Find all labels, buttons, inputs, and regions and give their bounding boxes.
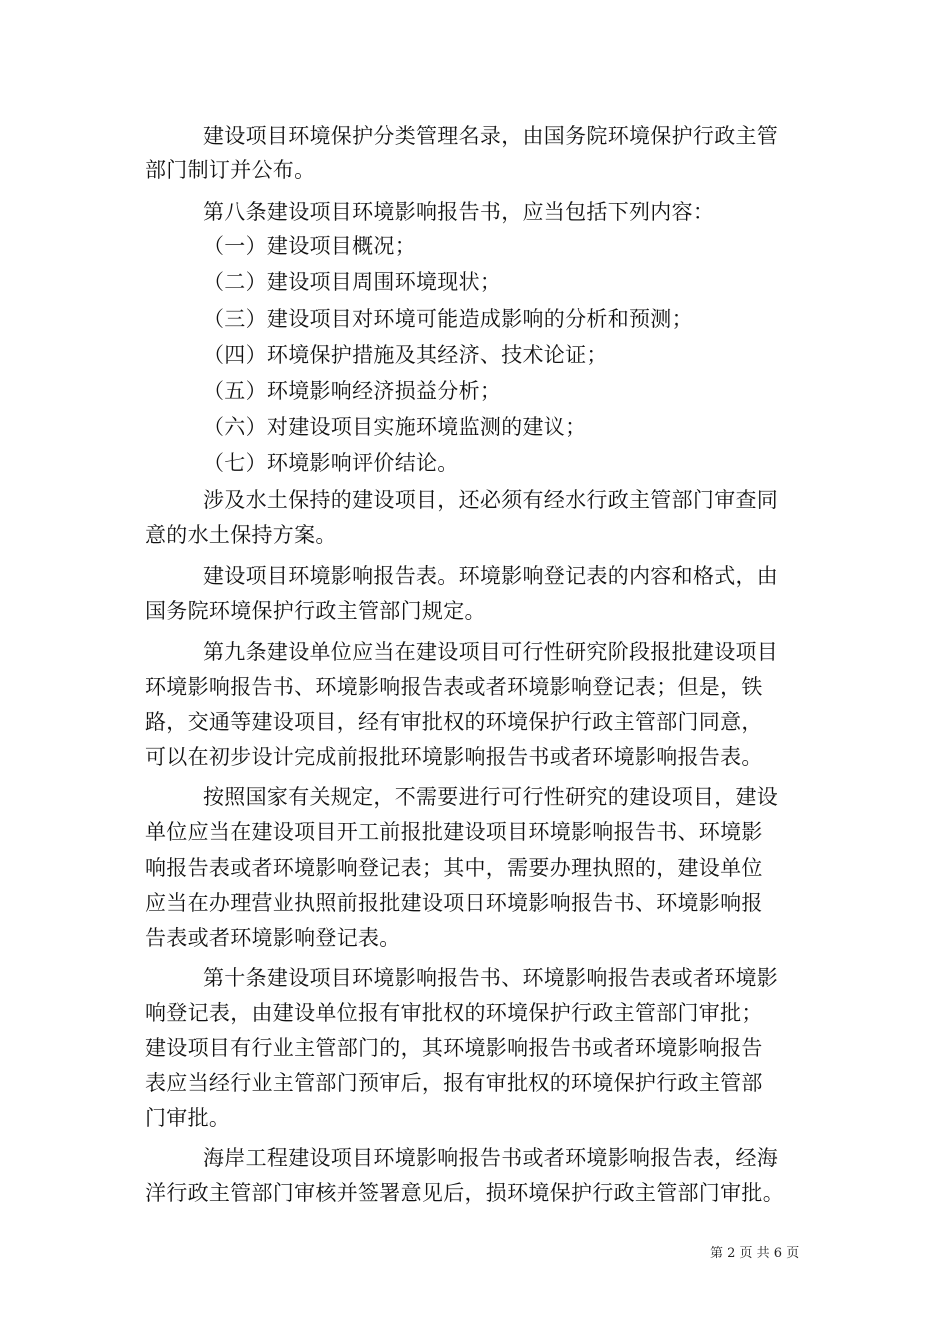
text-line: 单位应当在建设项目开工前报批建设项目环境影响报告书、环境影 — [145, 820, 763, 844]
text-line: 建设项目环境保护分类管理名录，由国务院环境保护行政主管 — [203, 124, 779, 148]
list-item: （二）建设项目周围环境现状； — [203, 270, 502, 294]
list-item: （七）环境影响评价结论。 — [203, 451, 459, 475]
text-line: 环境影响报告书、环境影响报告表或者环境影响登记表；但是，铁 — [145, 675, 763, 699]
text-line: 按照国家有关规定，不需要进行可行性研究的建设项目，建设 — [203, 785, 779, 809]
text-line: 第八条建设项目环境影响报告书，应当包括下列内容： — [203, 200, 715, 224]
text-line: 响报告表或者环境影响登记表；其中，需要办理执照的，建设单位 — [145, 856, 763, 880]
text-line: 意的水土保持方案。 — [145, 523, 337, 547]
text-line: 响登记表，由建设单位报有审批权的环境保护行政主管部门审批； — [145, 1001, 763, 1025]
page-number: 第 2 页 共 6 页 — [710, 1246, 800, 1261]
text-line: 表应当经行业主管部门预审后，报有审批权的环境保护行政主管部 — [145, 1071, 763, 1095]
text-line: 国务院环境保护行政主管部门规定。 — [145, 599, 486, 623]
list-item: （六）对建设项目实施环境监测的建议； — [203, 415, 587, 439]
text-line: 第十条建设项目环境影响报告书、环境影响报告表或者环境影 — [203, 966, 779, 990]
list-item: （三）建设项目对环境可能造成影响的分析和预测； — [203, 307, 693, 331]
text-line: 门审批。 — [145, 1106, 231, 1130]
text-line: 洋行政主管部门审核并签署意见后，损环境保护行政主管部门审批。 — [145, 1181, 784, 1205]
text-line: 告表或者环境影响登记表。 — [145, 926, 401, 950]
list-item: （五）环境影响经济损益分析； — [203, 379, 502, 403]
list-item: （四）环境保护措施及其经济、技术论证； — [203, 343, 608, 367]
text-line: 建设项目有行业主管部门的，其环境影响报告书或者环境影响报告 — [145, 1036, 763, 1060]
text-line: 路，交通等建设项目，经有审批权的环境保护行政主管部门同意， — [145, 710, 763, 734]
list-item: （一）建设项目概况； — [203, 234, 416, 258]
text-line: 可以在初步设计完成前报批环境影响报告书或者环境影响报告表。 — [145, 745, 763, 769]
text-line: 建设项目环境影响报告表。环境影响登记表的内容和格式，由 — [203, 564, 779, 588]
text-line: 部门制订并公布。 — [145, 158, 316, 182]
text-line: 应当在办理营业执照前报批建设项日环境影响报告书、环境影响报 — [145, 891, 763, 915]
text-line: 海岸工程建设项目环境影响报告书或者环境影响报告表，经海 — [203, 1146, 779, 1170]
text-line: 第九条建设单位应当在建设项目可行性研究阶段报批建设项目 — [203, 640, 779, 664]
text-line: 涉及水土保持的建设项目，还必须有经水行政主管部门审查同 — [203, 488, 779, 512]
